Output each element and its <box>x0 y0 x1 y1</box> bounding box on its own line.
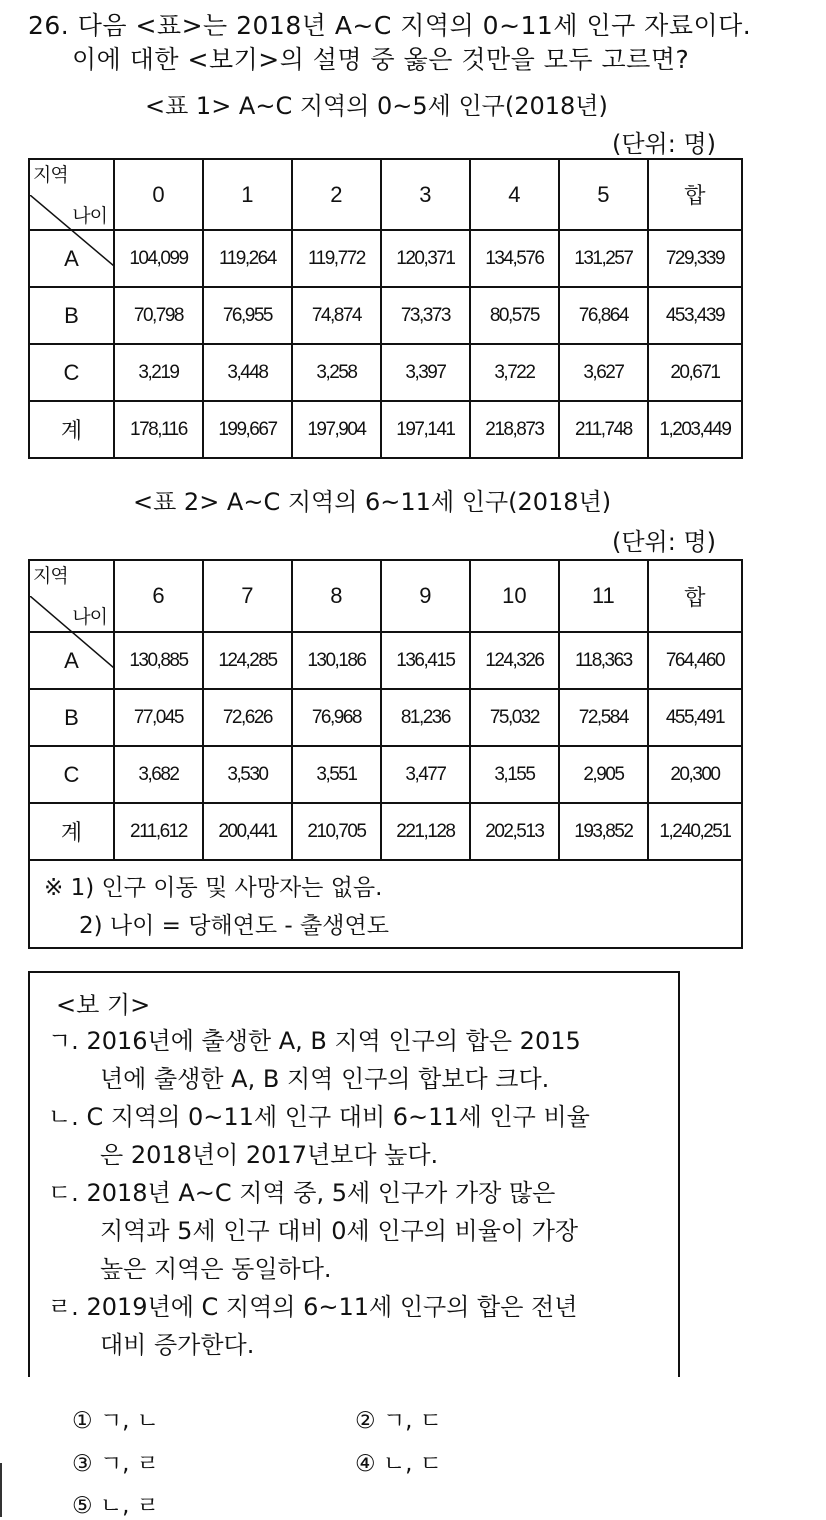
table-cell: 453,439 <box>648 287 742 344</box>
table-row <box>29 287 742 344</box>
table-cell: 134,576 <box>470 230 559 287</box>
table-cell: 124,285 <box>203 632 292 689</box>
table-cell: 130,885 <box>114 632 203 689</box>
bogi-text: 2018년 A~C 지역 중, 5세 인구가 가장 많은 <box>86 1179 556 1207</box>
choice-5[interactable] <box>72 1487 159 1520</box>
table-cell: 131,257 <box>559 230 648 287</box>
table-cell: 202,513 <box>470 803 559 860</box>
question-line-2: 이에 대한 <보기>의 설명 중 옳은 것만을 모두 고르면? <box>72 45 690 74</box>
table2 <box>28 559 743 861</box>
bogi-item-3 <box>48 1173 555 1208</box>
table1-caption: <표 1> A~C 지역의 0~5세 인구(2018년) <box>145 92 608 120</box>
age-label: 나이 <box>72 607 107 628</box>
table-cell: 3,397 <box>381 344 470 401</box>
table-cell: 75,032 <box>470 689 559 746</box>
table-row <box>29 689 742 746</box>
table1 <box>28 158 743 459</box>
question-number: 26. <box>28 11 70 40</box>
bogi-marker: ㄷ. <box>48 1179 79 1207</box>
bogi-item-2-cont: 은 2018년이 2017년보다 높다. <box>100 1141 439 1169</box>
table-cell: 3,477 <box>381 746 470 803</box>
choice-text: ㄴ, ㄷ <box>382 1451 442 1477</box>
table-cell: 76,864 <box>559 287 648 344</box>
region-label: 지역 <box>33 164 68 186</box>
bogi-marker: ㄱ. <box>48 1027 79 1055</box>
row-label: A <box>29 230 114 287</box>
table-cell: 3,155 <box>470 746 559 803</box>
choice-number: ② <box>355 1408 376 1434</box>
region-label: 지역 <box>33 566 68 587</box>
bogi-item-3-cont2: 높은 지역은 동일하다. <box>100 1255 332 1283</box>
table-cell: 3,551 <box>292 746 381 803</box>
choice-4[interactable] <box>355 1445 442 1478</box>
table-cell: 197,904 <box>292 401 381 458</box>
row-label: 계 <box>29 401 114 458</box>
table2-caption: <표 2> A~C 지역의 6~11세 인구(2018년) <box>133 488 612 516</box>
bogi-item-4 <box>48 1287 577 1322</box>
page-margin-line <box>0 1463 2 1517</box>
table-cell: 455,491 <box>648 689 742 746</box>
column-header: 2 <box>292 159 381 230</box>
table-cell: 104,099 <box>114 230 203 287</box>
choice-number: ① <box>72 1408 93 1434</box>
table-row <box>29 746 742 803</box>
column-header: 4 <box>470 159 559 230</box>
choice-text: ㄱ, ㄴ <box>99 1408 159 1434</box>
table-cell: 77,045 <box>114 689 203 746</box>
bogi-item-3-cont: 지역과 5세 인구 대비 0세 인구의 비율이 가장 <box>100 1217 579 1245</box>
choice-number: ④ <box>355 1451 376 1477</box>
choice-number: ③ <box>72 1451 93 1477</box>
table2-notes <box>28 859 743 949</box>
column-header: 9 <box>381 560 470 632</box>
table-cell: 130,186 <box>292 632 381 689</box>
table-cell: 200,441 <box>203 803 292 860</box>
table-cell: 72,626 <box>203 689 292 746</box>
table1-corner-cell <box>29 159 114 230</box>
row-label: A <box>29 632 114 689</box>
table-cell: 178,116 <box>114 401 203 458</box>
table-cell: 120,371 <box>381 230 470 287</box>
table-cell: 3,258 <box>292 344 381 401</box>
table1-unit: (단위: 명) <box>612 130 716 158</box>
table-cell: 70,798 <box>114 287 203 344</box>
row-label: B <box>29 287 114 344</box>
bogi-text: 2019년에 C 지역의 6~11세 인구의 합은 전년 <box>86 1293 578 1321</box>
bogi-item-4-cont: 대비 증가한다. <box>100 1331 255 1359</box>
table-cell: 74,874 <box>292 287 381 344</box>
bogi-marker: ㄴ. <box>48 1103 79 1131</box>
table-cell: 119,772 <box>292 230 381 287</box>
choice-3[interactable] <box>72 1445 159 1478</box>
table-cell: 1,203,449 <box>648 401 742 458</box>
bogi-box <box>28 971 680 1377</box>
table-cell: 3,627 <box>559 344 648 401</box>
table-cell: 73,373 <box>381 287 470 344</box>
bogi-marker: ㄹ. <box>48 1293 79 1321</box>
column-header-sum: 합 <box>648 159 742 230</box>
table-cell: 81,236 <box>381 689 470 746</box>
choice-text: ㄱ, ㄹ <box>99 1451 159 1477</box>
table-cell: 76,968 <box>292 689 381 746</box>
table-cell: 729,339 <box>648 230 742 287</box>
table-cell: 199,667 <box>203 401 292 458</box>
column-header: 3 <box>381 159 470 230</box>
table2-corner-cell <box>29 560 114 632</box>
table-cell: 136,415 <box>381 632 470 689</box>
table-cell: 3,722 <box>470 344 559 401</box>
choice-1[interactable] <box>72 1402 159 1435</box>
table-cell: 210,705 <box>292 803 381 860</box>
table-cell: 218,873 <box>470 401 559 458</box>
column-header-sum: 합 <box>648 560 742 632</box>
age-label: 나이 <box>72 205 107 227</box>
row-label: C <box>29 746 114 803</box>
column-header: 10 <box>470 560 559 632</box>
table-cell: 193,852 <box>559 803 648 860</box>
row-label: C <box>29 344 114 401</box>
table-cell: 3,219 <box>114 344 203 401</box>
question-line-1 <box>28 6 751 42</box>
bogi-item-1-cont: 년에 출생한 A, B 지역 인구의 합보다 크다. <box>100 1065 550 1093</box>
table-cell: 80,575 <box>470 287 559 344</box>
table-cell: 3,682 <box>114 746 203 803</box>
table1-header-row <box>29 159 742 230</box>
table-cell: 197,141 <box>381 401 470 458</box>
row-label: B <box>29 689 114 746</box>
table-cell: 1,240,251 <box>648 803 742 860</box>
table-row <box>29 632 742 689</box>
table-cell: 3,448 <box>203 344 292 401</box>
row-label: 계 <box>29 803 114 860</box>
bogi-text: C 지역의 0~11세 인구 대비 6~11세 인구 비율 <box>86 1103 590 1131</box>
table-cell: 211,748 <box>559 401 648 458</box>
table-cell: 76,955 <box>203 287 292 344</box>
column-header: 11 <box>559 560 648 632</box>
table2-unit: (단위: 명) <box>612 528 716 556</box>
column-header: 8 <box>292 560 381 632</box>
table-row <box>29 230 742 287</box>
table-cell: 119,264 <box>203 230 292 287</box>
note-1: ※ 1) 인구 이동 및 사망자는 없음. <box>44 875 383 901</box>
table-cell: 2,905 <box>559 746 648 803</box>
choice-text: ㄱ, ㄷ <box>382 1408 442 1434</box>
column-header: 7 <box>203 560 292 632</box>
table-cell: 72,584 <box>559 689 648 746</box>
column-header: 6 <box>114 560 203 632</box>
bogi-item-2 <box>48 1097 590 1132</box>
column-header: 5 <box>559 159 648 230</box>
table-row <box>29 344 742 401</box>
question-text-1: 다음 <표>는 2018년 A~C 지역의 0~11세 인구 자료이다. <box>77 11 752 40</box>
table-cell: 211,612 <box>114 803 203 860</box>
choice-text: ㄴ, ㄹ <box>99 1493 159 1519</box>
bogi-title: <보 기> <box>56 991 151 1019</box>
column-header: 0 <box>114 159 203 230</box>
table-cell: 221,128 <box>381 803 470 860</box>
note-2: 2) 나이 = 당해연도 - 출생연도 <box>79 913 389 939</box>
choice-number: ⑤ <box>72 1493 93 1519</box>
table-cell: 20,300 <box>648 746 742 803</box>
table-cell: 124,326 <box>470 632 559 689</box>
choice-2[interactable] <box>355 1402 442 1435</box>
table-row-total <box>29 803 742 860</box>
column-header: 1 <box>203 159 292 230</box>
table-cell: 764,460 <box>648 632 742 689</box>
table-cell: 3,530 <box>203 746 292 803</box>
table-cell: 20,671 <box>648 344 742 401</box>
table2-header-row <box>29 560 742 632</box>
bogi-text: 2016년에 출생한 A, B 지역 인구의 합은 2015 <box>86 1027 581 1055</box>
table-row-total <box>29 401 742 458</box>
bogi-item-1 <box>48 1021 581 1056</box>
table-cell: 118,363 <box>559 632 648 689</box>
